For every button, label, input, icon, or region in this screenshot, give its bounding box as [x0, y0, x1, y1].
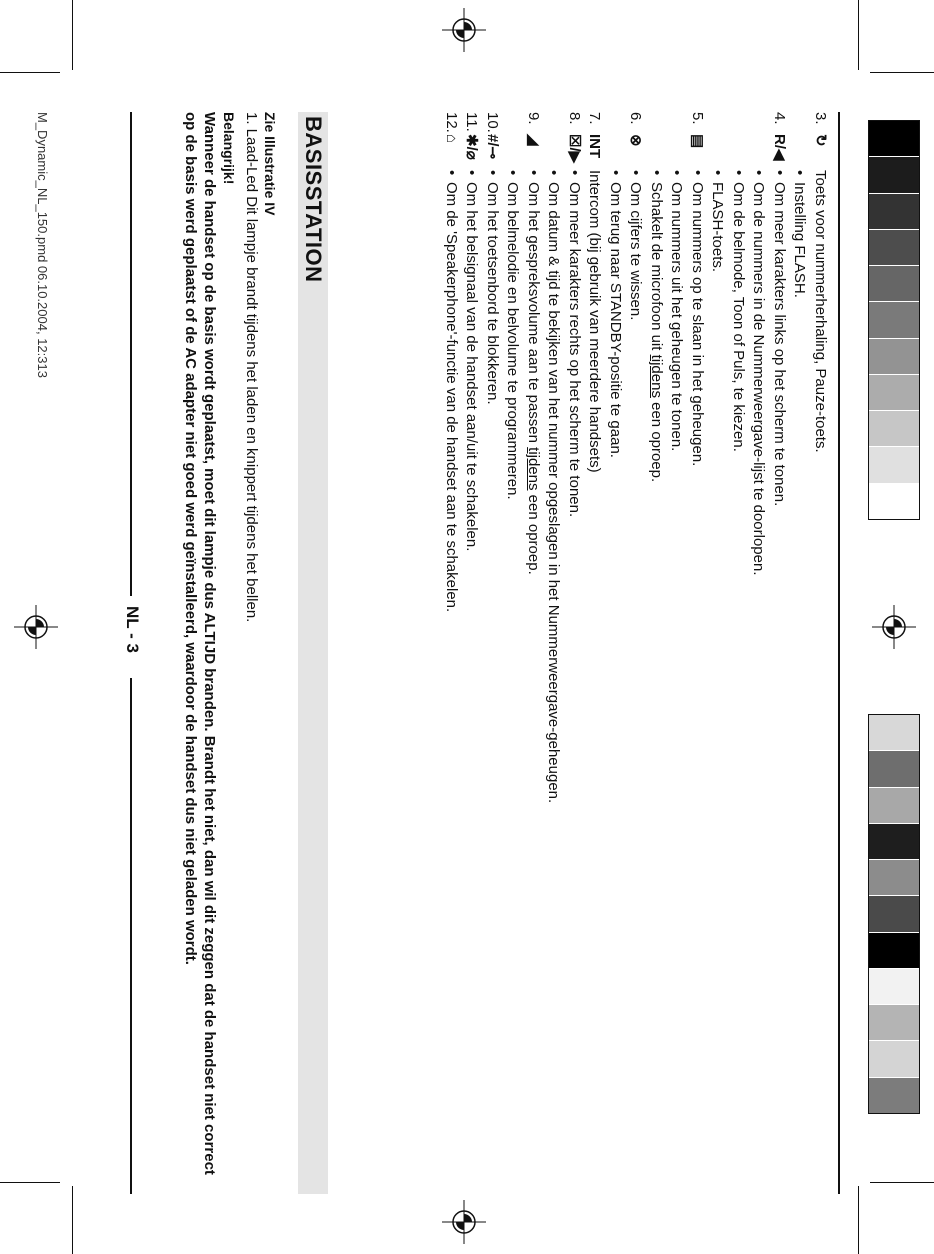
crop-mark-bottom-right-h: [870, 1182, 934, 1183]
redial-icon: ↻: [812, 134, 829, 147]
bullet: •: [689, 170, 706, 176]
key-function-list: [441, 112, 831, 1194]
colour-swatch: [869, 302, 919, 338]
item-number-cell: [810, 112, 831, 170]
bullet: •: [566, 170, 583, 176]
list-item: [461, 112, 482, 1194]
colour-swatch: [869, 751, 919, 787]
bullet: •: [627, 170, 645, 176]
list-subitem: [502, 112, 523, 1194]
item-text: FLASH-toets.: [709, 182, 727, 273]
colour-swatch: [869, 715, 919, 751]
item-text: Om belmelodie en belvolume te programmeren.: [504, 182, 522, 500]
bullet: •: [750, 170, 768, 176]
bullet: •: [709, 170, 727, 176]
colour-control-bar: [868, 714, 920, 1114]
list-item: [441, 112, 462, 1194]
crop-mark-bottom-left-v: [72, 1186, 73, 1254]
envelope-right-icon: ☒/▶: [566, 134, 583, 164]
item-number: 4.: [771, 112, 788, 125]
item-number-cell: [584, 112, 605, 170]
list-subitem: [646, 112, 667, 1194]
bullet: •: [545, 170, 563, 176]
item-number: 8.: [566, 112, 583, 125]
bullet: •: [730, 170, 747, 176]
section-heading: BASISSTATION: [301, 116, 326, 283]
important-warning: Wanneer de handset op de basis wordt geplaatst, moet dit lampje dus ALTIJD branden. Brandt het niet, dan wil dit zeggen dat de handset niet correct op de basis werd geplaatst of de AC adapter niet goed werd geïnstalleerd, waardoor de handset dus niet geladen wordt.: [182, 112, 218, 1175]
colour-swatch: [869, 1078, 919, 1113]
colour-swatch: [869, 157, 919, 193]
item-number: 10.: [484, 112, 501, 133]
footer-rule-right: [130, 678, 132, 1194]
item-text: een oproep.: [525, 490, 542, 575]
item-text: Om meer karakters rechts op het scherm te tonen.: [566, 182, 583, 518]
list-subitem: [605, 112, 626, 1194]
int-icon: INT: [586, 134, 604, 159]
item-text-cell: [523, 170, 544, 1194]
registration-target-icon: [442, 8, 486, 52]
item-text: Om meer karakters links op het scherm te tonen.: [771, 182, 788, 507]
colour-swatch: [869, 411, 919, 447]
list-item: [482, 112, 503, 1194]
item-text: Om cijfers te wissen.: [627, 182, 645, 321]
crop-mark-top-right-h: [870, 72, 934, 73]
colour-swatch: [869, 860, 919, 896]
file-slug: M_Dynamic_NL_150.pmd 06.10.2004, 12:313: [35, 112, 50, 378]
colour-swatch: [869, 1041, 919, 1077]
item-text: een oproep.: [648, 397, 665, 483]
registration-target-icon: [872, 605, 916, 649]
item-number-cell: [441, 112, 462, 170]
item-number: 12.: [443, 112, 460, 133]
volume-icon: ◢: [525, 134, 542, 146]
list-item: [523, 112, 544, 1194]
item-number: 6.: [627, 112, 645, 125]
item-number: 3.: [812, 112, 829, 125]
item-text-cell: [441, 170, 462, 1194]
list-subitem: [789, 112, 810, 1194]
list-item: [584, 112, 605, 1194]
list-item: [564, 112, 585, 1194]
colour-swatch: [869, 1005, 919, 1041]
page-content: [30, 112, 840, 1194]
item-text: Om nummers op te slaan in het geheugen.: [689, 182, 706, 467]
item-text-cell: [461, 170, 482, 1194]
phonebook-icon: ▤: [689, 134, 706, 149]
list-subitem: [666, 112, 687, 1194]
item-number-cell: [523, 112, 544, 170]
colour-swatch: [869, 266, 919, 302]
item-text-cell: [482, 170, 503, 1194]
colour-swatch: [869, 484, 919, 519]
item-number: 5.: [689, 112, 706, 125]
underlined-text: tijdens: [648, 354, 665, 398]
crop-mark-top-left-v: [72, 0, 73, 70]
hash-lock-icon: #/⊸: [484, 134, 501, 160]
colour-swatch: [869, 375, 919, 411]
top-rule: [838, 112, 840, 1194]
colour-swatch: [869, 230, 919, 266]
item-number-cell: [769, 112, 790, 170]
colour-swatch: [869, 121, 919, 157]
bullet: •: [443, 170, 460, 176]
list-subitem: [728, 112, 749, 1194]
bullet: •: [771, 170, 788, 176]
bullet: •: [668, 170, 686, 176]
item-text: Om terug naar STANDBY-positie te gaan.: [607, 182, 624, 458]
led-description: 1. Laad-Led Dit lampje brandt tijdens het laden en knippert tijdens het bellen.: [243, 112, 260, 623]
page-number: NL - 3: [123, 606, 142, 653]
item-text: Schakelt de microfoon uit: [648, 182, 665, 355]
speaker-icon: ⌂: [443, 134, 460, 144]
list-item: [625, 112, 646, 1194]
footer-rule-left: [130, 112, 132, 596]
list-subitem: [748, 112, 769, 1194]
item-text: Intercom (bij gebruik van meerdere handsets): [586, 170, 604, 473]
bullet: •: [463, 170, 481, 176]
item-text-cell: [584, 170, 605, 1194]
crop-mark-bottom-right-v: [858, 1186, 859, 1254]
colour-swatch: [869, 447, 919, 483]
mute-icon: ⊗: [627, 134, 645, 147]
colour-swatch: [869, 969, 919, 1005]
bullet: •: [484, 170, 501, 176]
item-text: Om het toetsenbord te blokkeren.: [484, 182, 501, 405]
colour-swatch: [869, 933, 919, 969]
bullet: •: [525, 170, 542, 176]
list-subitem: [707, 112, 728, 1194]
colour-swatch: [869, 339, 919, 375]
registration-target-icon: [442, 1200, 486, 1244]
bullet: •: [648, 170, 665, 176]
item-number-cell: [461, 112, 482, 170]
item-text: Om het belsignaal van de handset aan/uit te schakelen.: [463, 182, 481, 552]
item-text: Toets voor nummerherhaling, Pauze-toets.: [812, 170, 829, 453]
item-text-cell: [564, 170, 585, 1194]
item-number-cell: [625, 112, 646, 170]
item-number: 9.: [525, 112, 542, 125]
colour-swatch: [869, 896, 919, 932]
item-number: 11.: [463, 112, 481, 132]
item-text: Om het gespreksvolume aan te passen: [525, 182, 542, 448]
item-number-cell: [564, 112, 585, 170]
item-number-cell: [687, 112, 708, 170]
list-subitem: [543, 112, 564, 1194]
important-label: Belangrijk!: [221, 112, 237, 185]
bullet: •: [791, 170, 809, 176]
colour-swatch: [869, 194, 919, 230]
list-item: [810, 112, 831, 1194]
item-text-cell: [625, 170, 646, 1194]
star-ringer-icon: ✱/⌀: [463, 134, 481, 160]
item-number: 7.: [586, 112, 604, 125]
item-text: Instelling FLASH.: [791, 182, 809, 298]
bullet: •: [607, 170, 624, 176]
list-item: [687, 112, 708, 1194]
colour-swatch: [869, 824, 919, 860]
crop-mark-top-right-v: [858, 0, 859, 70]
bullet: •: [504, 170, 522, 176]
item-text-cell: [687, 170, 708, 1194]
crop-mark-top-left-h: [0, 72, 60, 73]
greyscale-bar: [868, 120, 920, 520]
illustration-reference: Zie Illustratie IV: [262, 112, 278, 216]
list-item: [769, 112, 790, 1194]
item-text: Om de nummers in de Nummerweergave-lijst te doorlopen.: [750, 182, 768, 576]
item-number-cell: [482, 112, 503, 170]
underlined-text: tijdens: [525, 447, 542, 491]
item-text: Om datum & tijd te bekijken van het nummer opgeslagen in het Nummerweergave-geheugen.: [545, 182, 563, 804]
r-left-icon: R/◀: [771, 134, 788, 161]
colour-swatch: [869, 788, 919, 824]
item-text: Om nummers uit het geheugen te tonen.: [668, 182, 686, 452]
item-text-cell: [769, 170, 790, 1194]
item-text-cell: [810, 170, 831, 1194]
item-text: Om de 'Speakerphone'-functie van de handset aan te schakelen.: [443, 182, 460, 613]
item-text: Om de belmode, Toon of Puls, te kiezen.: [730, 182, 747, 452]
